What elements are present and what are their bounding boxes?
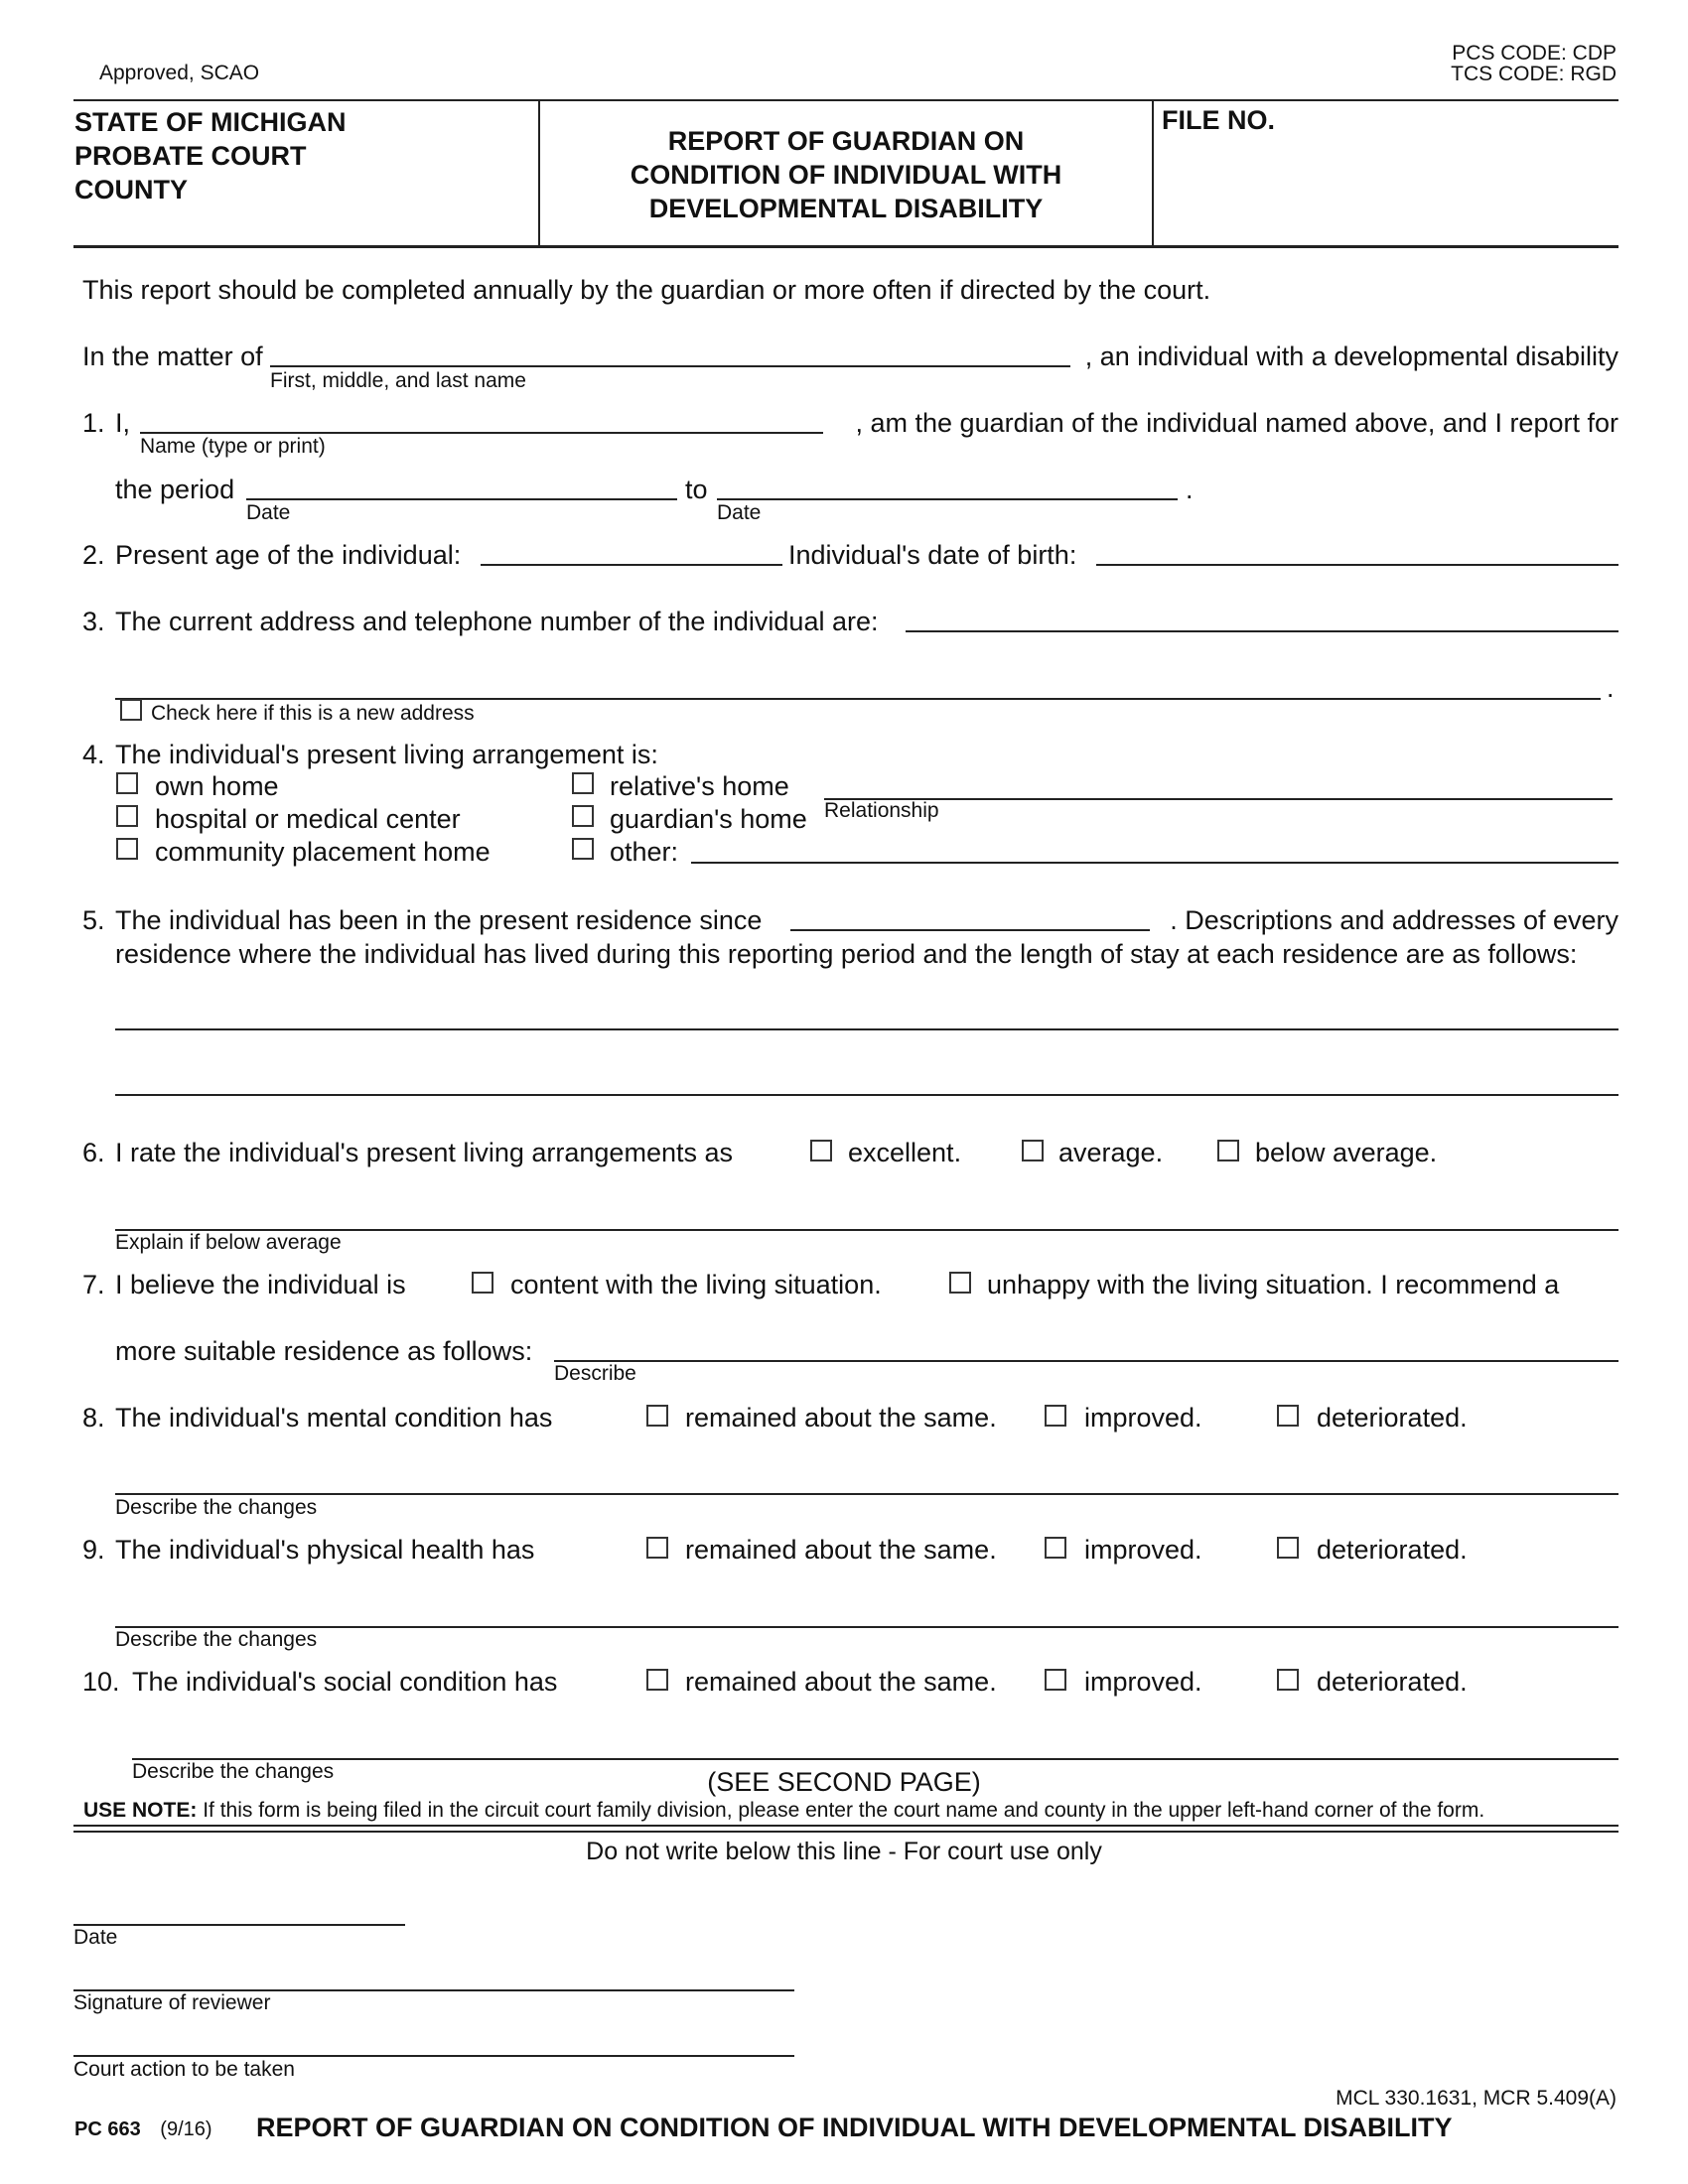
mental-same-label: remained about the same. bbox=[685, 1403, 997, 1433]
form-title-line3: DEVELOPMENTAL DISABILITY bbox=[648, 194, 1044, 223]
dob-label: Individual's date of birth: bbox=[788, 540, 1077, 570]
living-arrangement-label: The individual's present living arrangement is: bbox=[115, 740, 658, 769]
court-county: COUNTY bbox=[74, 175, 188, 205]
statute-reference: MCL 330.1631, MCR 5.409(A) bbox=[1336, 2087, 1617, 2110]
item1-prefix: I, bbox=[115, 408, 131, 438]
court-action-caption: Court action to be taken bbox=[73, 2058, 295, 2081]
excellent-checkbox[interactable] bbox=[810, 1140, 832, 1161]
period-end-caption: Date bbox=[717, 501, 762, 524]
social-same-checkbox[interactable] bbox=[646, 1669, 668, 1691]
community-placement-label: community placement home bbox=[155, 837, 491, 867]
tcs-code: TCS CODE: RGD bbox=[1451, 63, 1617, 85]
residence-history-label: residence where the individual has lived during this reporting period and the length of stay at each residence are as follows: bbox=[115, 939, 1578, 969]
header-top-rule bbox=[73, 99, 1618, 101]
mental-changes-field[interactable] bbox=[115, 1463, 1618, 1495]
pcs-code: PCS CODE: CDP bbox=[1452, 42, 1617, 65]
file-no-label: FILE NO. bbox=[1162, 105, 1275, 135]
explain-below-average-caption: Explain if below average bbox=[115, 1231, 342, 1254]
suitable-residence-label: more suitable residence as follows: bbox=[115, 1336, 533, 1366]
item8-number: 8. bbox=[82, 1403, 105, 1433]
unhappy-label: unhappy with the living situation. I recommend a bbox=[987, 1270, 1560, 1299]
period-to-label: to bbox=[685, 475, 708, 504]
physical-changes-caption: Describe the changes bbox=[115, 1628, 318, 1651]
item9-number: 9. bbox=[82, 1535, 105, 1565]
mental-same-checkbox[interactable] bbox=[646, 1405, 668, 1427]
content-checkbox[interactable] bbox=[472, 1272, 493, 1294]
social-same-label: remained about the same. bbox=[685, 1667, 997, 1697]
physical-improved-label: improved. bbox=[1084, 1535, 1202, 1565]
period-label: the period bbox=[115, 475, 235, 504]
suitable-residence-caption: Describe bbox=[554, 1362, 636, 1385]
social-deteriorated-label: deteriorated. bbox=[1317, 1667, 1468, 1697]
period-start-field[interactable] bbox=[246, 469, 677, 500]
period-start-caption: Date bbox=[246, 501, 291, 524]
physical-health-label: The individual's physical health has bbox=[115, 1535, 535, 1565]
residence-history-line1[interactable] bbox=[115, 999, 1618, 1030]
new-address-label: Check here if this is a new address bbox=[151, 702, 475, 725]
other-field[interactable] bbox=[691, 832, 1618, 864]
see-second-page: (SEE SECOND PAGE) bbox=[707, 1767, 981, 1797]
social-changes-field[interactable] bbox=[132, 1728, 1618, 1760]
individual-name-field[interactable] bbox=[270, 336, 1070, 367]
physical-improved-checkbox[interactable] bbox=[1045, 1537, 1066, 1559]
rating-label: I rate the individual's present living arrangements as bbox=[115, 1138, 733, 1167]
hospital-checkbox[interactable] bbox=[116, 805, 138, 827]
physical-deteriorated-checkbox[interactable] bbox=[1277, 1537, 1299, 1559]
below-average-checkbox[interactable] bbox=[1217, 1140, 1239, 1161]
matter-label: In the matter of bbox=[82, 341, 263, 371]
dob-field[interactable] bbox=[1096, 534, 1618, 566]
item1-suffix: , am the guardian of the individual named above, and I report for bbox=[855, 408, 1618, 438]
mental-deteriorated-checkbox[interactable] bbox=[1277, 1405, 1299, 1427]
item10-number: 10. bbox=[82, 1667, 120, 1697]
relatives-home-label: relative's home bbox=[610, 771, 789, 801]
address-label: The current address and telephone number of the individual are: bbox=[115, 607, 879, 636]
below-average-label: below average. bbox=[1255, 1138, 1438, 1167]
social-condition-label: The individual's social condition has bbox=[132, 1667, 558, 1697]
social-changes-caption: Describe the changes bbox=[132, 1760, 335, 1783]
individual-name-caption: First, middle, and last name bbox=[270, 369, 526, 392]
form-title-line2: CONDITION OF INDIVIDUAL WITH bbox=[630, 160, 1062, 190]
approved-label: Approved, SCAO bbox=[99, 62, 260, 84]
relationship-caption: Relationship bbox=[824, 799, 939, 822]
period-end-dot: . bbox=[1186, 475, 1194, 504]
social-improved-label: improved. bbox=[1084, 1667, 1202, 1697]
social-deteriorated-checkbox[interactable] bbox=[1277, 1669, 1299, 1691]
age-field[interactable] bbox=[481, 534, 782, 566]
item4-number: 4. bbox=[82, 740, 105, 769]
residence-history-line2[interactable] bbox=[115, 1064, 1618, 1096]
guardian-name-field[interactable] bbox=[140, 402, 823, 434]
guardians-home-checkbox[interactable] bbox=[572, 805, 594, 827]
reviewer-signature-caption: Signature of reviewer bbox=[73, 1991, 271, 2014]
footer-form-title: REPORT OF GUARDIAN ON CONDITION OF INDIVIDUAL WITH DEVELOPMENTAL DISABILITY bbox=[256, 2113, 1453, 2142]
average-label: average. bbox=[1058, 1138, 1164, 1167]
item1-number: 1. bbox=[82, 408, 105, 438]
item5-number: 5. bbox=[82, 905, 105, 935]
mental-improved-checkbox[interactable] bbox=[1045, 1405, 1066, 1427]
other-label: other: bbox=[610, 837, 679, 867]
community-placement-checkbox[interactable] bbox=[116, 838, 138, 860]
own-home-checkbox[interactable] bbox=[116, 772, 138, 794]
court-info bbox=[74, 105, 346, 206]
use-note-text: If this form is being filed in the circuit court family division, please enter the court name and county in the upper left-hand corner of the form. bbox=[203, 1799, 1485, 1822]
relationship-field[interactable] bbox=[824, 768, 1613, 800]
age-label: Present age of the individual: bbox=[115, 540, 462, 570]
mental-condition-label: The individual's mental condition has bbox=[115, 1403, 553, 1433]
court-use-label: Do not write below this line - For court use only bbox=[586, 1838, 1102, 1865]
physical-same-checkbox[interactable] bbox=[646, 1537, 668, 1559]
review-date-field[interactable] bbox=[73, 1894, 405, 1926]
court-state: STATE OF MICHIGAN bbox=[74, 107, 347, 137]
content-label: content with the living situation. bbox=[510, 1270, 882, 1299]
relatives-home-checkbox[interactable] bbox=[572, 772, 594, 794]
address-field-line1[interactable] bbox=[906, 601, 1618, 632]
new-address-checkbox[interactable] bbox=[120, 699, 142, 721]
guardians-home-label: guardian's home bbox=[610, 804, 807, 834]
residence-since-field[interactable] bbox=[790, 899, 1150, 931]
physical-deteriorated-label: deteriorated. bbox=[1317, 1535, 1468, 1565]
item7-number: 7. bbox=[82, 1270, 105, 1299]
form-revision: (9/16) bbox=[160, 2118, 212, 2140]
physical-same-label: remained about the same. bbox=[685, 1535, 997, 1565]
residence-since-suffix: . Descriptions and addresses of every bbox=[1170, 905, 1618, 935]
item6-number: 6. bbox=[82, 1138, 105, 1167]
hospital-label: hospital or medical center bbox=[155, 804, 461, 834]
review-date-caption: Date bbox=[73, 1926, 118, 1949]
unhappy-checkbox[interactable] bbox=[949, 1272, 971, 1294]
average-checkbox[interactable] bbox=[1022, 1140, 1044, 1161]
other-checkbox[interactable] bbox=[572, 838, 594, 860]
social-improved-checkbox[interactable] bbox=[1045, 1669, 1066, 1691]
use-note-label: USE NOTE: bbox=[83, 1799, 198, 1822]
believe-label: I believe the individual is bbox=[115, 1270, 406, 1299]
residence-since-label: The individual has been in the present residence since bbox=[115, 905, 763, 935]
mental-deteriorated-label: deteriorated. bbox=[1317, 1403, 1468, 1433]
item3-number: 3. bbox=[82, 607, 105, 636]
reviewer-signature-field[interactable] bbox=[73, 1960, 794, 1991]
suitable-residence-field[interactable] bbox=[554, 1330, 1618, 1362]
mental-improved-label: improved. bbox=[1084, 1403, 1202, 1433]
item2-number: 2. bbox=[82, 540, 105, 570]
court-use-rule-2 bbox=[73, 1831, 1618, 1833]
explain-below-average-field[interactable] bbox=[115, 1199, 1618, 1231]
form-code: PC 663 bbox=[74, 2118, 141, 2140]
excellent-label: excellent. bbox=[848, 1138, 962, 1167]
form-title bbox=[540, 124, 1152, 225]
use-note bbox=[83, 1799, 1484, 1823]
guardian-name-caption: Name (type or print) bbox=[140, 435, 326, 458]
header-divider-2 bbox=[1152, 99, 1154, 246]
form-id bbox=[74, 2118, 212, 2141]
form-title-line1: REPORT OF GUARDIAN ON bbox=[667, 126, 1025, 156]
header-bottom-rule bbox=[73, 245, 1618, 248]
court-use-rule-1 bbox=[73, 1825, 1618, 1827]
intro-text: This report should be completed annually by the guardian or more often if directed by the court. bbox=[82, 275, 1211, 305]
address-end-dot: . bbox=[1607, 673, 1615, 703]
mental-changes-caption: Describe the changes bbox=[115, 1496, 318, 1519]
period-end-field[interactable] bbox=[717, 469, 1178, 500]
file-no-field[interactable] bbox=[1162, 144, 1609, 238]
matter-suffix: , an individual with a developmental disability bbox=[1084, 341, 1618, 371]
own-home-label: own home bbox=[155, 771, 279, 801]
court-name: PROBATE COURT bbox=[74, 141, 307, 171]
physical-changes-field[interactable] bbox=[115, 1596, 1618, 1628]
address-field-line2[interactable] bbox=[115, 668, 1601, 700]
court-action-field[interactable] bbox=[73, 2025, 794, 2057]
